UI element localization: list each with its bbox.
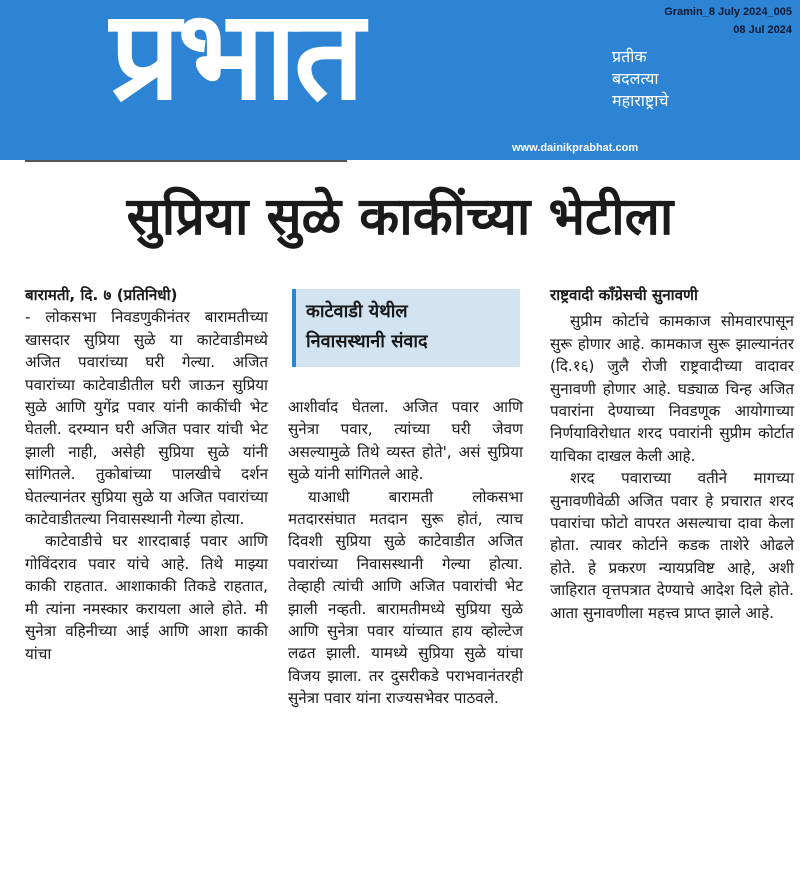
column-2-paragraph-1: आशीर्वाद घेतला. अजित पवार आणि सुनेत्रा पवार, त्यांच्या घरी जेवण असल्यामुळे तिथे व्यस्त होते', असं सुप्रिया सुळे यांनी सांगितले आहे. — [288, 398, 523, 484]
masthead — [0, 0, 800, 160]
column-3-subheading: राष्ट्रवादी काँग्रेसची सुनावणी — [550, 286, 698, 304]
callout-box — [292, 289, 520, 367]
column-3-paragraph-1: सुप्रीम कोर्टाचे कामकाज सोमवारपासून सुरू होणार आहे. कामकाज सुरू झाल्यानंतर (दि.१६) जुलै रोजी राष्ट्रवादीच्या वादावर सुनावणी होणार आहे. घड्याळ चिन्ह अजित पवारांना देण्याच्या निवडणूक आयोगाच्या निर्णयाविरोधात शरद पवारांनी सुप्रीम कोर्टात याचिका दाखल केली आहे. — [550, 312, 794, 465]
edition-date: 08 Jul 2024 — [733, 24, 792, 36]
newspaper-logo: प्रभात — [110, 0, 362, 128]
column-1-paragraph-2: काटेवाडीचे घर शारदाबाई पवार आणि गोविंदराव पवार यांचे आहे. तिथे माझ्या काकी राहतात. आशाकाकी तिकडे राहतात, मी त्यांना नमस्कार करायला आले होते. मी सुनेत्रा वहिनीच्या आई आणि आशा काकी यांचा — [25, 532, 268, 663]
tagline-line-2: बदलत्या — [612, 69, 659, 88]
article-column-1 — [25, 284, 268, 665]
tagline-line-1: प्रतीक — [612, 47, 647, 66]
article-dateline: बारामती, दि. ७ (प्रतिनिधी) — [25, 286, 178, 304]
column-1-paragraph-1: - लोकसभा निवडणुकीनंतर बारामतीच्या खासदार सुप्रिया सुळे या काटेवाडीमध्ये अजित पवारांच्या घरी गेल्या. अजित पवारांच्या काटेवाडीतील घरी जाऊन सुप्रिया सुळे आणि युगेंद्र पवार यांनी काकींची भेट घेतली. दरम्यान घरी अजित पवार यांची भेट झाली नाही, असेही सुप्रिया सुळे यांनी सांगितले. तुकोबांच्या पालखीचे दर्शन घेतल्यानंतर सुप्रिया सुळे या अजित पवारांच्या काटेवाडीतल्या निवासस्थानी गेल्या होत्या. — [25, 308, 268, 529]
edition-code: Gramin_8 July 2024_005 — [664, 6, 792, 18]
column-3-paragraph-2: शरद पवाराच्या वतीने मागच्या सुनावणीवेळी अजित पवार हे प्रचारात शरद पवारांचा फोटो वापरत असल्याचा दावा केला होता. त्यावर कोर्टाने कडक ताशेरे ओढले होते. हे प्रकरण न्यायप्रविष्ट आहे, अशी जाहिरात वृत्तपत्रात देण्याचे आदेश दिले होते. आता सुनावणीला महत्त्व प्राप्त झाले आहे. — [550, 469, 794, 622]
website-url: www.dainikprabhat.com — [512, 142, 639, 154]
article-headline: सुप्रिया सुळे काकींच्या भेटीला — [126, 187, 674, 247]
tagline-line-3: महाराष्ट्राचे — [612, 91, 669, 110]
article-column-2 — [288, 396, 523, 710]
article-column-3 — [550, 284, 794, 624]
header-divider — [25, 160, 347, 162]
callout-line-2: निवासस्थानी संवाद — [306, 331, 428, 352]
callout-line-1: काटेवाडी येथील — [306, 301, 408, 322]
masthead-tagline — [612, 46, 669, 112]
column-2-paragraph-2: याआधी बारामती लोकसभा मतदारसंघात मतदान सुरू होतं, त्याच दिवशी सुप्रिया सुळे काटेवाडीत अजित पवारांच्या निवासस्थानी गेल्या होत्या. तेव्हाही त्यांची आणि अजित पवारांची भेट झाली नव्हती. बारामतीमध्ये सुप्रिया सुळे आणि सुनेत्रा पवार यांच्यात हाय व्होल्टेज लढत झाली. यामध्ये सुप्रिया सुळे यांचा विजय झाला. तर दुसरीकडे पराभवानंतरही सुनेत्रा पवार यांना राज्यसभेवर पाठवले. — [288, 487, 523, 708]
